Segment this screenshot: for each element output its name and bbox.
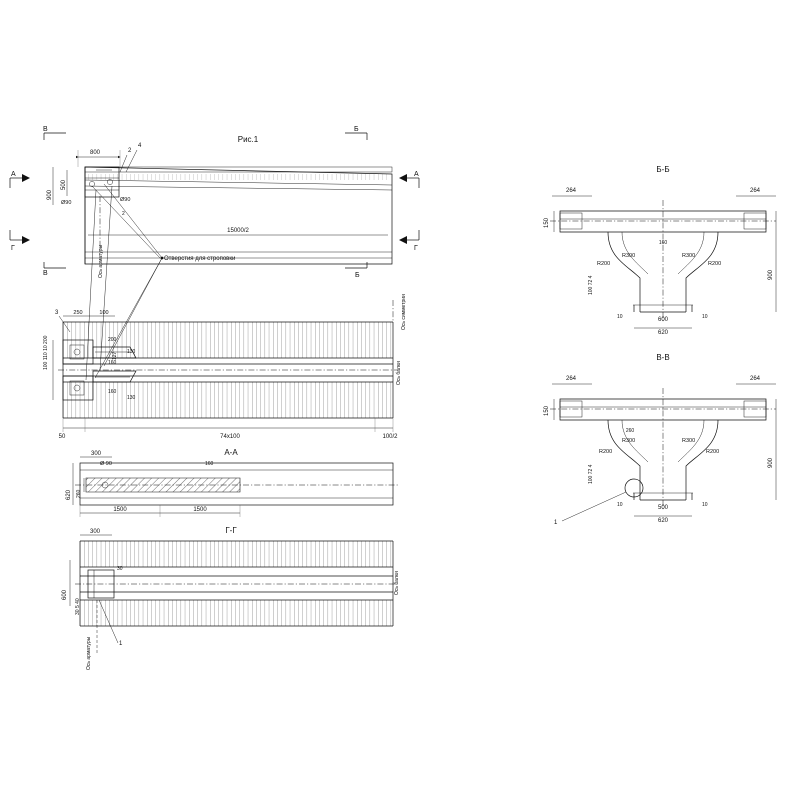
dim-label-bb-264-right: 264	[749, 188, 761, 194]
section-aa-title: А-А	[224, 448, 238, 457]
axis-arm-label-gg: Ось арматуры	[86, 636, 92, 670]
section-label-a-left: А	[11, 171, 16, 178]
section-mark-a-right	[399, 171, 419, 188]
dim-label-900: 900	[47, 189, 53, 200]
r200-bb-left: R200	[597, 261, 611, 267]
axis-arm-label-top: Ось арматуры	[98, 244, 104, 278]
section-label-g-right: Г	[414, 245, 418, 252]
dim-label-length-half: 15000/2	[227, 228, 249, 234]
section-label-b-bottom: Б	[355, 272, 360, 279]
dim-label-vv-vstack: 100 72 4	[588, 464, 594, 484]
plan-bottom-bottom-dims	[59, 418, 399, 440]
dim-label-500: 500	[61, 179, 67, 190]
dim-500	[61, 170, 67, 196]
axis-beam-label-plan: Ось балки	[396, 361, 402, 385]
dim-label-800: 800	[89, 150, 101, 156]
r300-vv-left: R300	[622, 438, 636, 444]
r200-bb-right: R200	[708, 261, 722, 267]
dim-label-aa-620: 620	[66, 489, 72, 500]
dim-label-100: 100	[99, 310, 109, 316]
section-mark-v-top	[43, 126, 66, 140]
dia-90-right-label: Ø90	[120, 197, 131, 203]
section-label-g-left: Г	[11, 245, 15, 252]
dim-label-100-2: 100/2	[382, 434, 398, 440]
section-label-v-top: В	[43, 126, 48, 133]
dim-length-half	[88, 228, 388, 235]
dim-label-bb-10-left: 10	[617, 314, 623, 320]
section-label-b-top: Б	[354, 126, 359, 133]
mark-3-label: 3	[55, 310, 59, 316]
dim-label-bb-600: 600	[657, 317, 669, 323]
dim-label-vv-10-left: 10	[617, 502, 623, 508]
dim-label-bb-264-left: 264	[565, 188, 577, 194]
dim-label-bb-620: 620	[657, 330, 669, 336]
section-vv-title: В-В	[656, 353, 670, 362]
section-bb-title: Б-Б	[656, 165, 670, 174]
r300-bb-right: R300	[682, 253, 696, 259]
dim-label-127: 127	[112, 351, 118, 360]
dim-label-74x100: 74x100	[220, 434, 240, 440]
dim-label-gg-30: 30	[117, 566, 123, 572]
dim-label-aa-1500a: 1500	[113, 507, 127, 513]
section-mark-v-bottom	[43, 262, 66, 277]
r300-bb-left: R300	[622, 253, 636, 259]
dim-800	[78, 150, 120, 167]
dim-label-bb-900: 900	[768, 269, 774, 280]
dia-90-aa-label: Ø 90	[100, 461, 112, 467]
r300-vv-right: R300	[682, 438, 696, 444]
section-mark-b-top	[345, 126, 367, 140]
section-mark-g-left	[10, 230, 30, 252]
axis-symmetry-label: Ось симметрии	[401, 294, 407, 330]
dim-label-vv-150: 150	[544, 405, 550, 416]
left-end-detail	[85, 167, 119, 197]
dim-label-vv-900: 900	[768, 457, 774, 468]
mark-1-vv-label: 1	[554, 520, 558, 526]
dim-label-gg-600: 600	[62, 589, 68, 600]
dim-label-bb-10-right: 10	[702, 314, 708, 320]
dim-label-bb-150: 150	[544, 217, 550, 228]
figure-title: Рис.1	[237, 135, 259, 144]
dim-label-gg-stack: 30 5 40	[75, 598, 81, 615]
view-section-gg	[62, 526, 400, 670]
section-mark-b-bottom	[345, 262, 367, 279]
dim-label-bb-vstack: 100 72 4	[588, 275, 594, 295]
beam-elevation-outline	[85, 167, 392, 264]
mark-4-label: 4	[138, 143, 142, 149]
view-section-vv	[544, 353, 776, 526]
dim-label-vv-500: 500	[657, 505, 669, 511]
dim-label-aa-300: 300	[90, 451, 102, 457]
view-plan-bottom	[43, 294, 407, 440]
dia-90-left-label: Ø90	[61, 200, 72, 206]
axis-beam-label-gg: Ось балки	[394, 571, 400, 595]
view-section-aa	[66, 448, 398, 517]
dim-label-250: 250	[73, 310, 83, 316]
dim-label-gg-300: 300	[89, 529, 101, 535]
dim-900	[47, 167, 53, 205]
r200-vv-left: R200	[599, 449, 613, 455]
section-label-v-bottom: В	[43, 270, 48, 277]
section-gg-title: Г-Г	[225, 526, 237, 535]
section-label-a-right: А	[414, 171, 419, 178]
dim-label-vv-260: 260	[625, 428, 635, 434]
dim-label-stack: 100 110 10 200	[43, 335, 49, 370]
section-mark-g-right	[399, 230, 419, 252]
dim-label-130b: 130	[127, 395, 136, 401]
dim-label-aa-160: 160	[205, 461, 214, 467]
r200-vv-right: R200	[706, 449, 720, 455]
dim-label-160a: 160	[108, 360, 117, 366]
dim-label-aa-260: 260	[76, 489, 82, 498]
dim-label-aa-1500b: 1500	[193, 507, 207, 513]
dim-label-vv-620: 620	[657, 518, 669, 524]
view-section-bb	[544, 165, 776, 336]
dim-label-160b: 160	[108, 389, 117, 395]
mark-2-label: 2	[128, 148, 132, 154]
dim-label-vv-264-right: 264	[749, 376, 761, 382]
dim-label-vv-264-left: 264	[565, 376, 577, 382]
mark-1-gg-label: 1	[119, 641, 123, 647]
dim-label-bb-160: 160	[658, 240, 668, 246]
dim-label-vv-10-right: 10	[702, 502, 708, 508]
dim-label-130a: 130	[127, 349, 136, 355]
dim-label-200: 200	[108, 337, 117, 343]
mark-2b-label: 2	[122, 211, 125, 217]
dim-label-50: 50	[58, 434, 66, 440]
hole-note-label: Отверстия для строповки	[164, 256, 236, 262]
section-mark-a-left	[10, 171, 30, 188]
